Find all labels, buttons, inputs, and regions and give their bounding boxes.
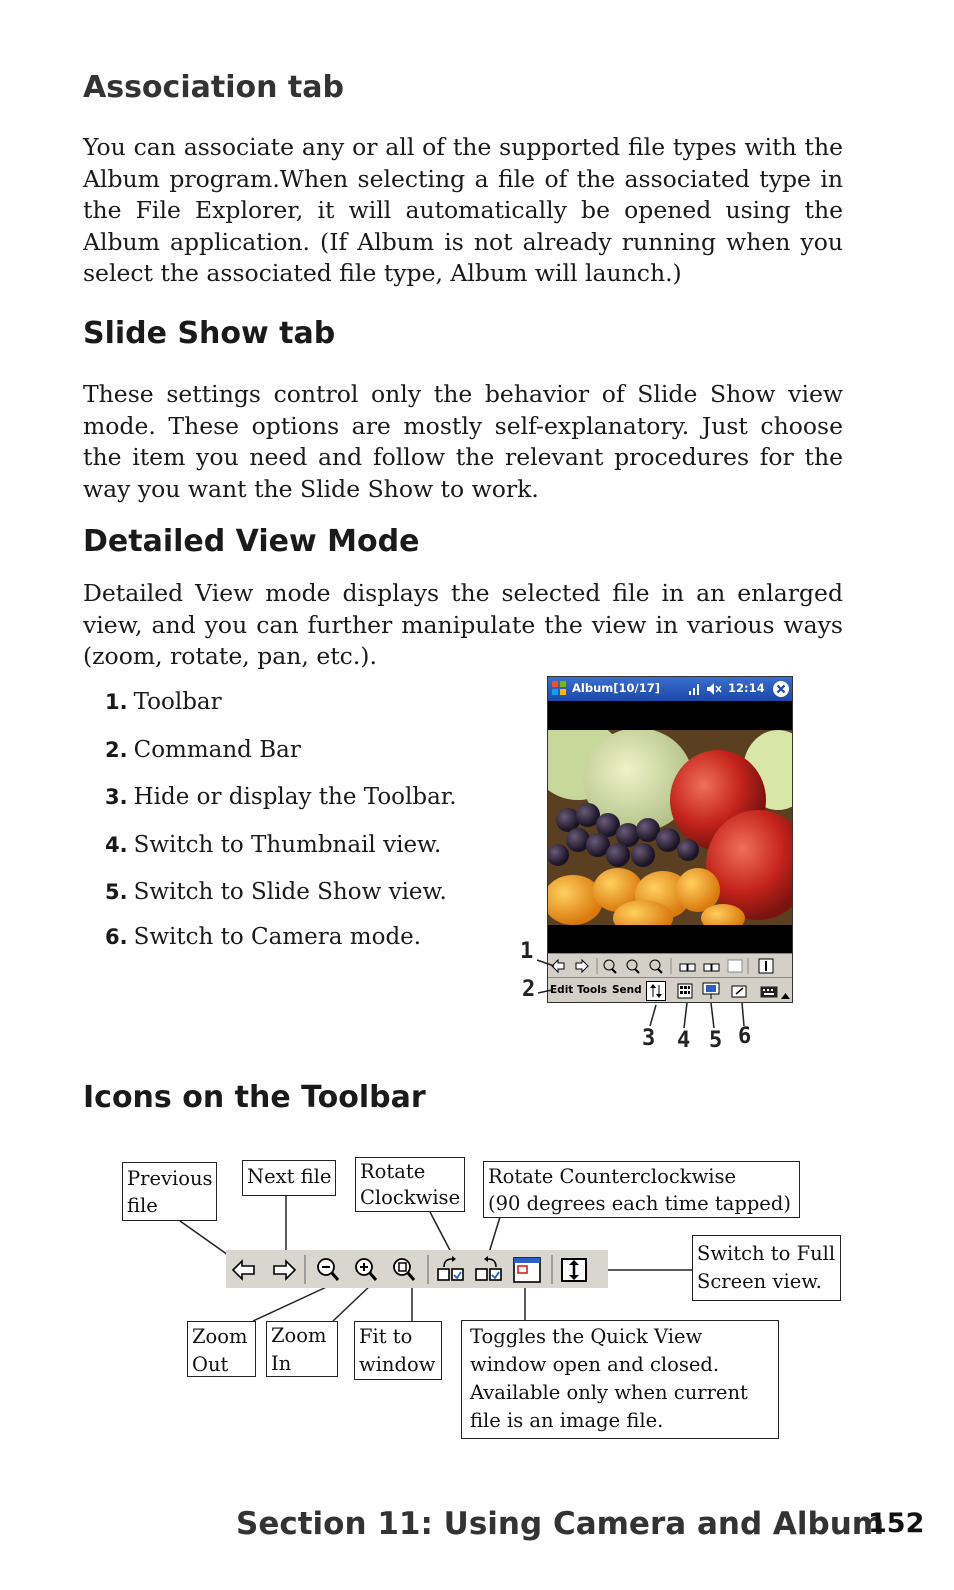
- zoom-in-icon[interactable]: [350, 1253, 384, 1287]
- heading-slide-show-tab: Slide Show tab: [83, 316, 336, 351]
- label-full-screen: Switch to Full Screen view.: [692, 1235, 841, 1301]
- label-rotate-counterclockwise: Rotate Counterclockwise (90 degrees each time tapped): [483, 1161, 800, 1218]
- menu-tools[interactable]: Tools: [577, 984, 608, 996]
- device-title: Album[10/17]: [572, 681, 660, 695]
- footer-section-title: Section 11: Using Camera and Album: [236, 1506, 885, 1542]
- rotate-counterclockwise-icon[interactable]: [472, 1253, 506, 1287]
- label-zoom-out: Zoom Out: [187, 1321, 256, 1377]
- label-next-file: Next file: [242, 1160, 336, 1196]
- label-quick-view: Toggles the Quick View window open and closed. Available only when current file is an image file.: [461, 1320, 779, 1439]
- callout-2: 2: [522, 977, 536, 1002]
- quick-view-icon[interactable]: [510, 1253, 544, 1287]
- list-item: 6. Switch to Camera mode.: [105, 924, 422, 950]
- detailed-body: Detailed View mode displays the selected file in an enlarged view, and you can further manipulate the view in various ways (zoom, rotate, pan, etc.).: [83, 579, 843, 670]
- rotate-clockwise-icon[interactable]: [434, 1253, 468, 1287]
- menu-send[interactable]: Send: [612, 984, 642, 996]
- device-time[interactable]: 12:14: [728, 681, 765, 695]
- association-body: You can associate any or all of the supported file types with the Album program.When selecting a file of the associated type in the File Explorer, it will automatically be opened using the Album application. (If Album is not already running when you select the associated file type, Album will launch.): [83, 133, 843, 287]
- label-rotate-clockwise: Rotate Clockwise: [355, 1157, 465, 1212]
- callout-1: 1: [520, 939, 534, 964]
- list-item: 2. Command Bar: [105, 737, 301, 763]
- list-item: 5. Switch to Slide Show view.: [105, 879, 447, 905]
- page-number: 152: [868, 1508, 925, 1539]
- zoom-out-icon[interactable]: [312, 1253, 346, 1287]
- callout-5: 5: [709, 1028, 723, 1053]
- heading-detailed-view-mode: Detailed View Mode: [83, 524, 420, 559]
- callout-6: 6: [738, 1024, 752, 1049]
- menu-edit[interactable]: Edit: [550, 984, 574, 996]
- list-item: 1. Toolbar: [105, 689, 222, 715]
- callout-4: 4: [677, 1028, 691, 1053]
- full-screen-icon[interactable]: [557, 1253, 591, 1287]
- heading-association-tab: Association tab: [83, 70, 344, 105]
- heading-icons-on-toolbar: Icons on the Toolbar: [83, 1080, 426, 1115]
- label-zoom-in: Zoom In: [266, 1321, 338, 1377]
- slideshow-body: These settings control only the behavior of Slide Show view mode. These options are mostly self-explanatory. Just choose the item you need and follow the relevant procedures for the way you want the Slide Show to work.: [83, 380, 843, 503]
- label-previous-file: Previous file: [122, 1162, 217, 1221]
- fit-to-window-icon[interactable]: [388, 1253, 422, 1287]
- callout-3: 3: [642, 1026, 656, 1051]
- label-fit-to-window: Fit to window: [354, 1321, 442, 1380]
- list-item: 3. Hide or display the Toolbar.: [105, 784, 457, 810]
- list-item: 4. Switch to Thumbnail view.: [105, 832, 442, 858]
